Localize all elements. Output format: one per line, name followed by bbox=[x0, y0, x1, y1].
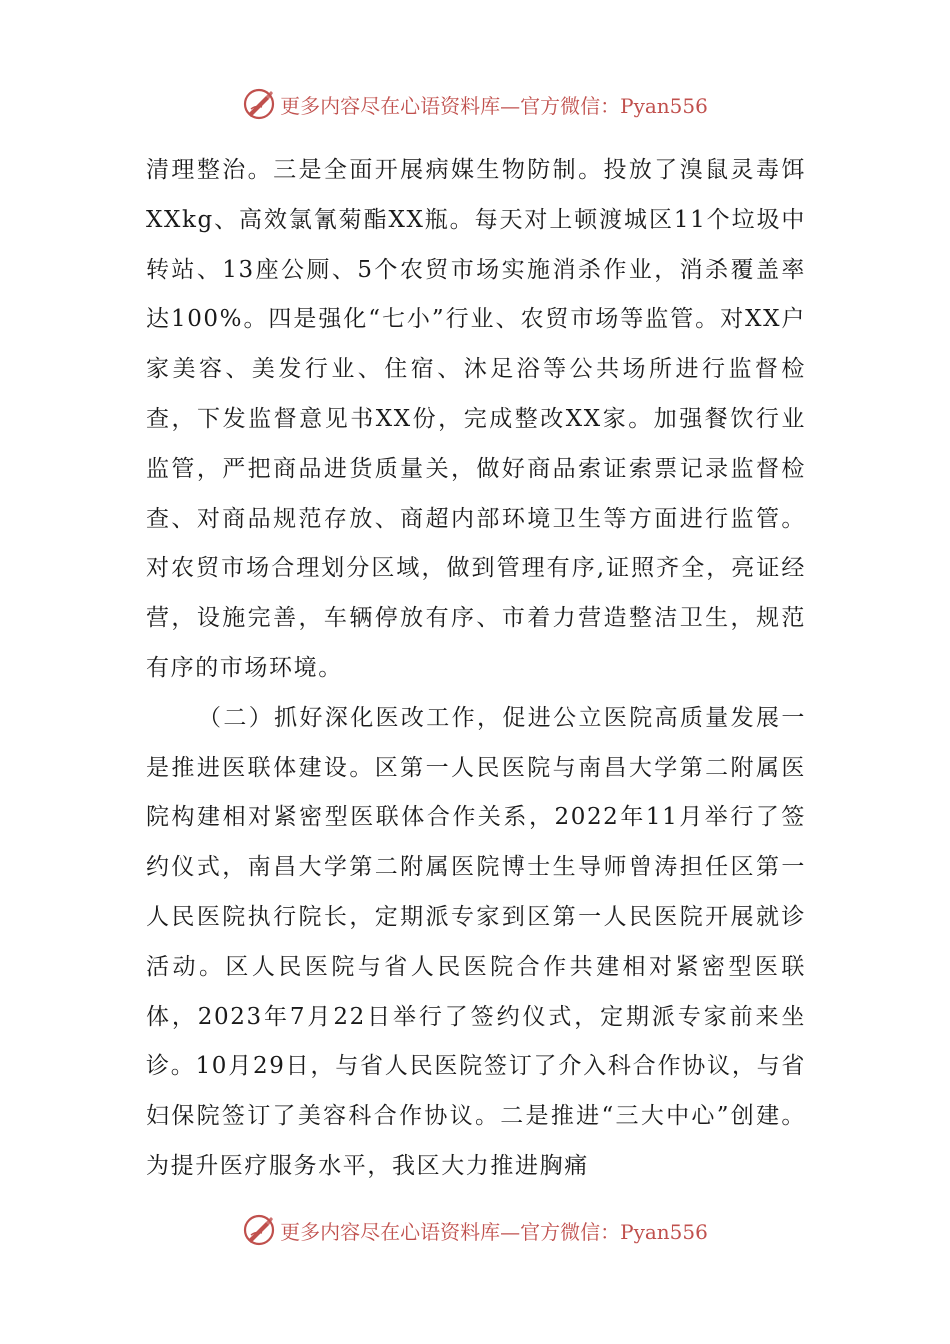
pen-circle-logo-icon bbox=[242, 87, 276, 121]
document-body bbox=[146, 146, 806, 1192]
paragraph-1: 清理整治。三是全面开展病媒生物防制。投放了溴鼠灵毒饵XXkg、高效氯氰菊酯XX瓶。每天对上顿渡城区11个垃圾中转站、13座公厕、5个农贸市场实施消杀作业，消杀覆盖率达100%。四是强化“七小”行业、农贸市场等监管。对XX户家美容、美发行业、住宿、沐足浴等公共场所进行监督检查，下发监督意见书XX份，完成整改XX家。加强餐饮行业监管，严把商品进货质量关，做好商品索证索票记录监督检查、对商品规范存放、商超内部环境卫生等方面进行监管。对农贸市场合理划分区域，做到管理有序,证照齐全，亮证经营，设施完善，车辆停放有序、市着力营造整洁卫生，规范有序的市场环境。 bbox=[146, 157, 806, 681]
header-watermark bbox=[0, 84, 950, 124]
footer-watermark bbox=[0, 1210, 950, 1250]
paragraph-2: （二）抓好深化医改工作，促进公立医院高质量发展一是推进医联体建设。区第一人民医院与南昌大学第二附属医院构建相对紧密型医联体合作关系，2022年11月举行了签约仪式，南昌大学第二附属医院博士生导师曾涛担任区第一人民医院执行院长，定期派专家到区第一人民医院开展就诊活动。区人民医院与省人民医院合作共建相对紧密型医联体，2023年7月22日举行了签约仪式，定期派专家前来坐诊。10月29日，与省人民医院签订了介入科合作协议，与省妇保院签订了美容科合作协议。二是推进“三大中心”创建。为提升医疗服务水平，我区大力推进胸痛 bbox=[146, 704, 806, 1179]
pen-circle-logo-icon bbox=[242, 1213, 276, 1247]
watermark-text: 更多内容尽在心语资料库—官方微信：Pyan556 bbox=[280, 93, 708, 118]
watermark-text: 更多内容尽在心语资料库—官方微信：Pyan556 bbox=[280, 1219, 708, 1244]
